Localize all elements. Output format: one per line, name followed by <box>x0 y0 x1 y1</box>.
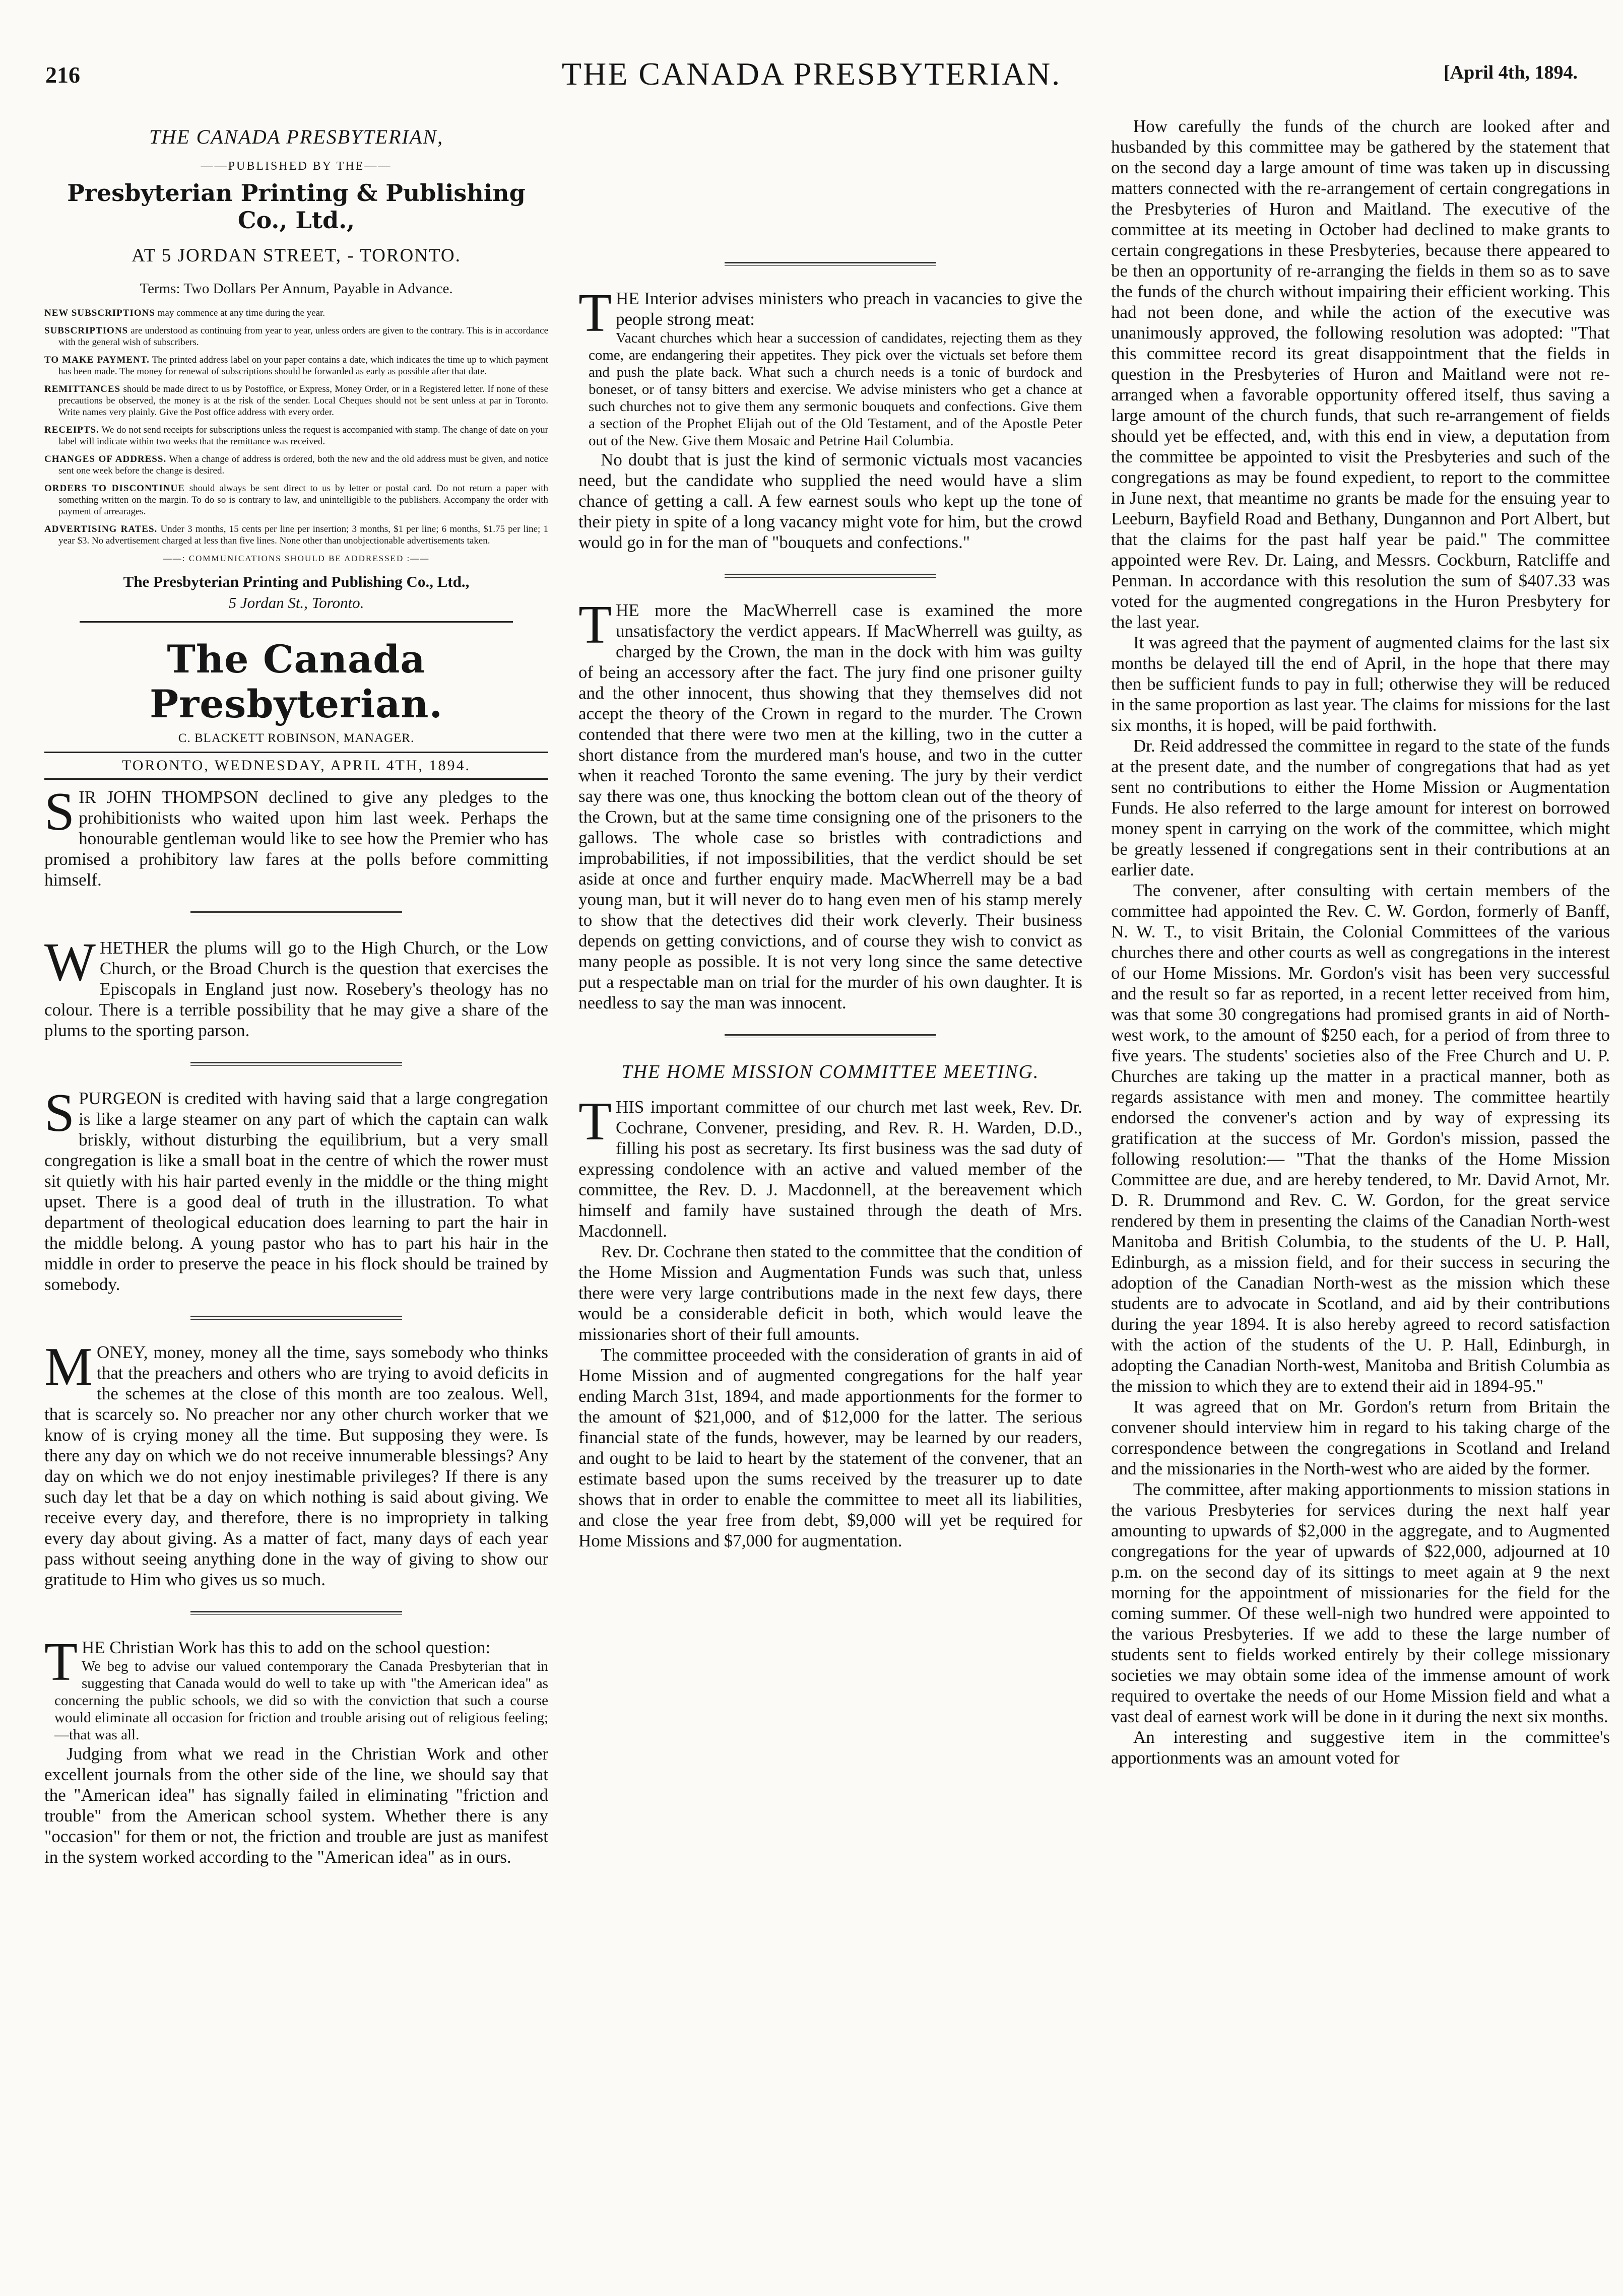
terms-item: TO MAKE PAYMENT. The printed address label on your paper contains a date, which indicates the time up to which payment has been made. The money for renewal of subscriptions should be forwarded as early as possible after that date. <box>44 355 548 377</box>
article-text: HETHER the plums will go to the High Church, or the Low Church, or the Broad Church is the question that exercises the Episcopals in England just now. Rosebery's theology has no colour. There is a terrible possibility that he may give a share of the plums to the sporting parson. <box>44 938 548 1040</box>
manager-line: C. BLACKETT ROBINSON, MANAGER. <box>178 731 415 745</box>
publisher-company: Presbyterian Printing & Publishing Co., Ltd., <box>67 179 526 234</box>
separator-rule <box>725 1034 936 1038</box>
article-text: PURGEON is credited with having said that a large congregation is like a large steamer on any part of which the captain can walk briskly, without disturbing the equilibrium, but a very small congregation is like a small boat in the centre of which the rower must sit quietly with his hair parted evenly in the middle or the thing might upset. There is a good deal of truth in the illustration. To what department of theological education does learning to part the hair in the middle belong. A young pastor who has to part his hair in the middle in order to preserve the peace in his flock should be trained by somebody. <box>44 1089 548 1294</box>
article-paragraph: Rev. Dr. Cochrane then stated to the committee that the condition of the Home Mission and Augmentation Funds was such that, unless there were very large contributions made in the next few days, there would be a considerable deficit in both, which would leave the missionaries short of their full amounts. <box>578 1242 1082 1344</box>
article-paragraph: No doubt that is just the kind of sermonic victuals most vacancies need, but the candidate who supplied the need would have a slim chance of getting a call. A few earnest souls who kept up the tone of their piety in spite of a long vacancy might vote for him, but the crowd would go in for the man of "bouquets and confections." <box>578 450 1082 552</box>
publisher-address-line: AT 5 JORDAN STREET, - TORONTO. <box>132 245 461 266</box>
terms-item: CHANGES OF ADDRESS. When a change of address is ordered, both the new and the old address must be given, and notice sent one week before the change is desired. <box>44 454 548 476</box>
article-macwherrell <box>578 595 1082 1013</box>
article-paragraph: An interesting and suggestive item in the committee's apportionments was an amount voted for <box>1111 1727 1610 1768</box>
column-2 <box>578 116 1082 1551</box>
separator-rule <box>190 1316 402 1320</box>
article-paragraph: The committee, after making apportionments to mission stations in the various Presbyteries for services during the next half year amounting to upwards of $2,000 in the aggregate, and to Augmented congregations for the year of upwards of $22,000, adjourned at 10 p.m. on the second day of its sittings to meet again at 9 the next morning for the appointment of missionaries for the field for the coming summer. Of these well-nigh two hundred were appointed to the various Presbyteries. If we add to these the large number of students sent to fields worked entirely by their college missionary societies we may obtain some idea of the immense amount of work required to overtake the needs of our Home Mission field and what a vast deal of earnest work will be done in it during the next six months. <box>1111 1479 1610 1726</box>
article-paragraph: It was agreed that on Mr. Gordon's return from Britain the convener should interview him in regard to his taking charge of the correspondence between the congregations in Scotland and Ireland and the missionaries in the North-west who are aided by the former. <box>1111 1397 1610 1478</box>
drop-cap: T <box>578 283 612 343</box>
article-paragraph: It was agreed that the payment of augmented claims for the last six months be delayed till the end of April, in the hope that there may then be sufficient funds to pay in full; otherwise they will be reduced in the same proportion as last year. The claims for missions for the last six months, it is hoped, will be paid forthwith. <box>1111 633 1610 735</box>
article-plums <box>44 932 548 1041</box>
nameplate: The Canada Presbyterian. <box>150 637 443 726</box>
article-paragraph: The committee proceeded with the consideration of grants in aid of Home Mission and of augmented congregations for the half year ending March 31st, 1894, and made apportionments for the former to the amount of $21,000, and of $12,000 for the latter. The serious financial state of the funds, however, may be learned by our readers, and ought to be laid to heart by the statement of the convener, that an estimate based upon the sums received by the treasurer up to date shows that in order to enable the committee to meet all its liabilities, and close the year free from debt, $9,000 will yet be required for Home Missions and $7,000 for augmentation. <box>578 1345 1082 1550</box>
terms-item: NEW SUBSCRIPTIONS may commence at any time during the year. <box>44 308 326 318</box>
article-thompson <box>44 782 548 890</box>
masthead <box>44 125 548 780</box>
terms-item: REMITTANCES should be made direct to us by Postoffice, or Express, Money Order, or in a Registered letter. If none of these precautions be observed, the money is at the risk of the sender. Local Cheques should not be sent unless at par in Toronto. Write names very plainly. Give the Post office address with every order. <box>44 384 549 418</box>
article-text: IR JOHN THOMPSON declined to give any pledges to the prohibitionists who waited upon him last week. Perhaps the honourable gentleman would like to see how the Premier who has promised a prohibitory law fares at the polls before committing himself. <box>44 787 548 890</box>
article-home-mission <box>578 1060 1082 1551</box>
separator-rule <box>725 262 936 266</box>
drop-cap: T <box>44 1632 78 1692</box>
article-text: HE Interior advises ministers who preach in vacancies to give the people strong meat: <box>615 289 1082 329</box>
article-spurgeon <box>44 1083 548 1295</box>
separator-rule <box>190 1062 402 1066</box>
drop-cap: S <box>44 1083 75 1143</box>
separator-rule <box>725 574 936 578</box>
issue-date: [April 4th, 1894. <box>1444 62 1578 83</box>
terms-item: SUBSCRIPTIONS are understood as continuing from year to year, unless orders are given to the contrary. This is in accordance with the general wish of subscribers. <box>44 325 549 348</box>
running-head <box>45 55 1578 96</box>
article-text: HE more the MacWherrell case is examined the more unsatisfactory the verdict appears. If MacWherrell was guilty, as charged by the Crown, the man in the dock with him was guilty of being an accessory after the fact. The jury find one prisoner guilty and the other innocent, thus showing that they themselves did not accept the theory of the Crown in regard to the murder. The Crown contended that there were two men at the killing, two in the cutter a short distance from the murdered man's house, and two in the cutter when it reached Toronto the same evening. The jury by their verdict say there was one, thus knocking the bottom clean out of the theory of the Crown, but at the same time consigning one of the prisoners to the gallows. The whole case so bristles with contradictions and improbabilities, if not impossibilities, that the verdict should be set aside at once and further enquiry made. MacWherrell may be a bad young man, but it will never do to hang even men of his stamp merely to show that the detectives did their work cleverly. Their business depends on getting convictions, and of course they wish to convict as many people as possible. It is not very long since the same detective put a respectable man on trial for the murder of his own daughter. It is needless to say the man was innocent. <box>578 600 1082 1012</box>
subscription-terms: Terms: Two Dollars Per Annum, Payable in Advance. <box>140 281 453 297</box>
communications-note: ——: COMMUNICATIONS SHOULD BE ADDRESSED :—— <box>163 554 430 563</box>
drop-cap: T <box>578 595 612 655</box>
article-text: ONEY, money, money all the time, says somebody who thinks that the preachers and others who are trying to avoid deficits in the schemes at the close of this month are too zealous. Well, that is scarcely so. No preacher nor any other church worker that we know of is crying money all the time. But supposing they were. Is there any day on which we do not receive innumerable blessings? Any day on which we do not enjoy inestimable privileges? If there is any such day let that be a day on which nothing is said about giving. We receive every day, and therefore, there is no impropriety in talking every day about giving. As a matter of fact, many days of each year pass without seeing anything done in the way of giving to show our gratitude to Him who gives us so much. <box>44 1342 548 1589</box>
terms-list <box>44 307 548 547</box>
drop-cap: S <box>44 782 75 842</box>
quoted-passage: Vacant churches which hear a succession of candidates, rejecting them as they come, are endangering their appetites. They pick over the victuals set before them and push the plate back. What such a church needs is a tonic of burdock and boneset, or of tansy bitters and exercise. We advise ministers who get a chance at such churches not to give them any sermonic bouquets and confections. Give them a section of the Prophet Elijah out of the Old Testament, and of the Apostle Peter out of the New. Give them Mosaic and Petrine Hail Columbia. <box>589 330 1082 449</box>
quoted-passage: We beg to advise our valued contemporary the Canada Presbyterian that in suggesting that Canada would do well to take up with "the American idea" as concerning the public schools, we did so with the conviction that such a course would eliminate all occasion for friction and trouble arising out of religious feeling;—that was all. <box>54 1658 548 1743</box>
article-money <box>44 1337 548 1590</box>
terms-item: RECEIPTS. We do not send receipts for subscriptions unless the request is accompanied with stamp. The change of date on your label will indicate within two weeks that the remittance was received. <box>44 425 548 447</box>
article-christian-work <box>44 1632 548 1867</box>
drop-cap: T <box>578 1092 612 1152</box>
article-text: HIS important committee of our church met last week, Rev. Dr. Cochrane, Convener, presiding, and Rev. R. H. Warden, D.D., filling his post as secretary. Its first business was the sad duty of expressing condolence with an active and valued member of the committee, the Rev. D. J. Macdonnell, at the bereavement which himself and family have sustained through the death of Mrs. Macdonnell. <box>578 1097 1082 1241</box>
terms-item: ORDERS TO DISCONTINUE should always be sent direct to us by letter or postal card. Do not return a paper with something written on the margin. To do so is contrary to law, and unintelligible to the publishers. Accompany the order with payment of arrearages. <box>44 483 548 517</box>
column-1 <box>44 116 548 1867</box>
masthead-title: THE CANADA PRESBYTERIAN, <box>149 125 443 148</box>
page-number: 216 <box>45 62 80 88</box>
article-paragraph: The convener, after consulting with certain members of the committee had appointed the Rev. C. W. Gordon, formerly of Banff, N. W. T., to visit Britain, the Colonial Committees of the various churches there and other courts as well as congregations in the interest of our Home Missions. Mr. Gordon's visit has been very successful and the result so far as reported, in a recent letter received from him, was that some 30 congregations had promised grants in aid of North-west work, to the amount of $250 each, for a period of from three to five years. The students' societies also of the Free Church and U. P. Churches are taking up the matter in a practical manner, both as regards assistance with men and money. The committee heartily endorsed the convener's action and by way of expressing its gratification at the success of Mr. Gordon's mission, passed the following resolution:— "That the thanks of the Home Mission Committee are due, and are hereby tendered, to Mr. David Arnot, Mr. D. R. Drummond and Rev. C. W. Gordon, for the great service rendered by them in presenting the claims of the Canadian North-west Manitoba and British Columbia, to the students of the U. P. Hall, Edinburgh, as a mission field, and for their success in securing the adoption of the Canadian North-west as the mission which these students are to advocate in Scotland, and aid by their contributions during the year 1894. It is also hereby agreed to record satisfaction with the action of the students of the U. P. Hall, Edinburgh, in adopting the Canadian North-west, Manitoba and British Columbia as the mission to which they are to extend their aid in 1894-95." <box>1111 881 1610 1396</box>
publisher-address: 5 Jordan St., Toronto. <box>228 594 364 612</box>
article-paragraph: How carefully the funds of the church are looked after and husbanded by this committee may be gathered by the statement that on the second day a large amount of time was taken up in discussing matters connected with the re-arrangement of certain congregations in the Presbyteries of Huron and Maitland. The executive of the committee at its meeting in October had declined to make grants to certain congregations in these Presbyteries, because there appeared to be then an opportunity of re-arranging the fields in them so as to save the funds of the church without impairing their efficient working. This had not been done, and while the action of the executive was unanimously approved, the following resolution was adopted: "That this committee record its great disappointment that the fields in question in the Presbyteries of Huron and Maitland were not re-arranged when a favorable opportunity offered itself, thus saving a large amount of the church funds, that such re-arrangement of fields should yet be effected, and, with this end in view, a deputation from the committee be appointed to visit the Presbyteries and such of the congregations as may be found expedient, to report to the committee in June next, that meantime no grants be made for the ensuing year to Leeburn, Bayfield Road and Bethany, Dungannon and Port Albert, but that the claims for the past half year be paid." The committee appointed were Rev. Dr. Laing, and Messrs. Cockburn, Ratcliffe and Penman. In accordance with this resolution the sum of $407.33 was voted for the augmented congregations in the Huron Presbytery for the last year. <box>1111 116 1610 632</box>
drop-cap: W <box>44 932 96 992</box>
terms-item: ADVERTISING RATES. Under 3 months, 15 cents per line per insertion; 3 months, $1 per line; 6 months, $1.75 per line; 1 year $3. No advertisement charged at less than five lines. None other than unobjectionable advertisements taken. <box>44 524 549 546</box>
section-heading: THE HOME MISSION COMMITTEE MEETING. <box>621 1061 1040 1083</box>
column-3 <box>1111 116 1610 1768</box>
dateline: TORONTO, WEDNESDAY, APRIL 4TH, 1894. <box>44 752 548 780</box>
drop-cap: M <box>44 1337 93 1397</box>
article-paragraph: Dr. Reid addressed the committee in regard to the state of the funds at the present date, and the number of congregations that had as yet sent no contributions to either the Home Mission or Augmentation Funds. He also referred to the large amount for interest on borrowed money spent in carrying on the work of the committee, which might be greatly lessened if congregations sent in their contributions at an earlier date. <box>1111 736 1610 880</box>
divider <box>80 621 513 623</box>
article-text: HE Christian Work has this to add on the school question: <box>81 1638 491 1657</box>
separator-rule <box>190 1611 402 1615</box>
publisher-name: The Presbyterian Printing and Publishing Co., Ltd., <box>123 573 470 590</box>
article-paragraph: Judging from what we read in the Christian Work and other excellent journals from the other side of the line, we should say that the "American idea" has signally failed in eliminating "friction and trouble" from the American school system. Whether there is any "occasion" for them or not, the friction and trouble are just as manifest in the system worked according to the "American idea" as in ours. <box>44 1744 548 1867</box>
separator-rule <box>190 911 402 915</box>
running-title: THE CANADA PRESBYTERIAN. <box>561 56 1062 92</box>
published-by: ——PUBLISHED BY THE—— <box>201 160 392 173</box>
article-interior <box>578 283 1082 553</box>
article-home-mission-cont <box>1111 116 1610 1768</box>
